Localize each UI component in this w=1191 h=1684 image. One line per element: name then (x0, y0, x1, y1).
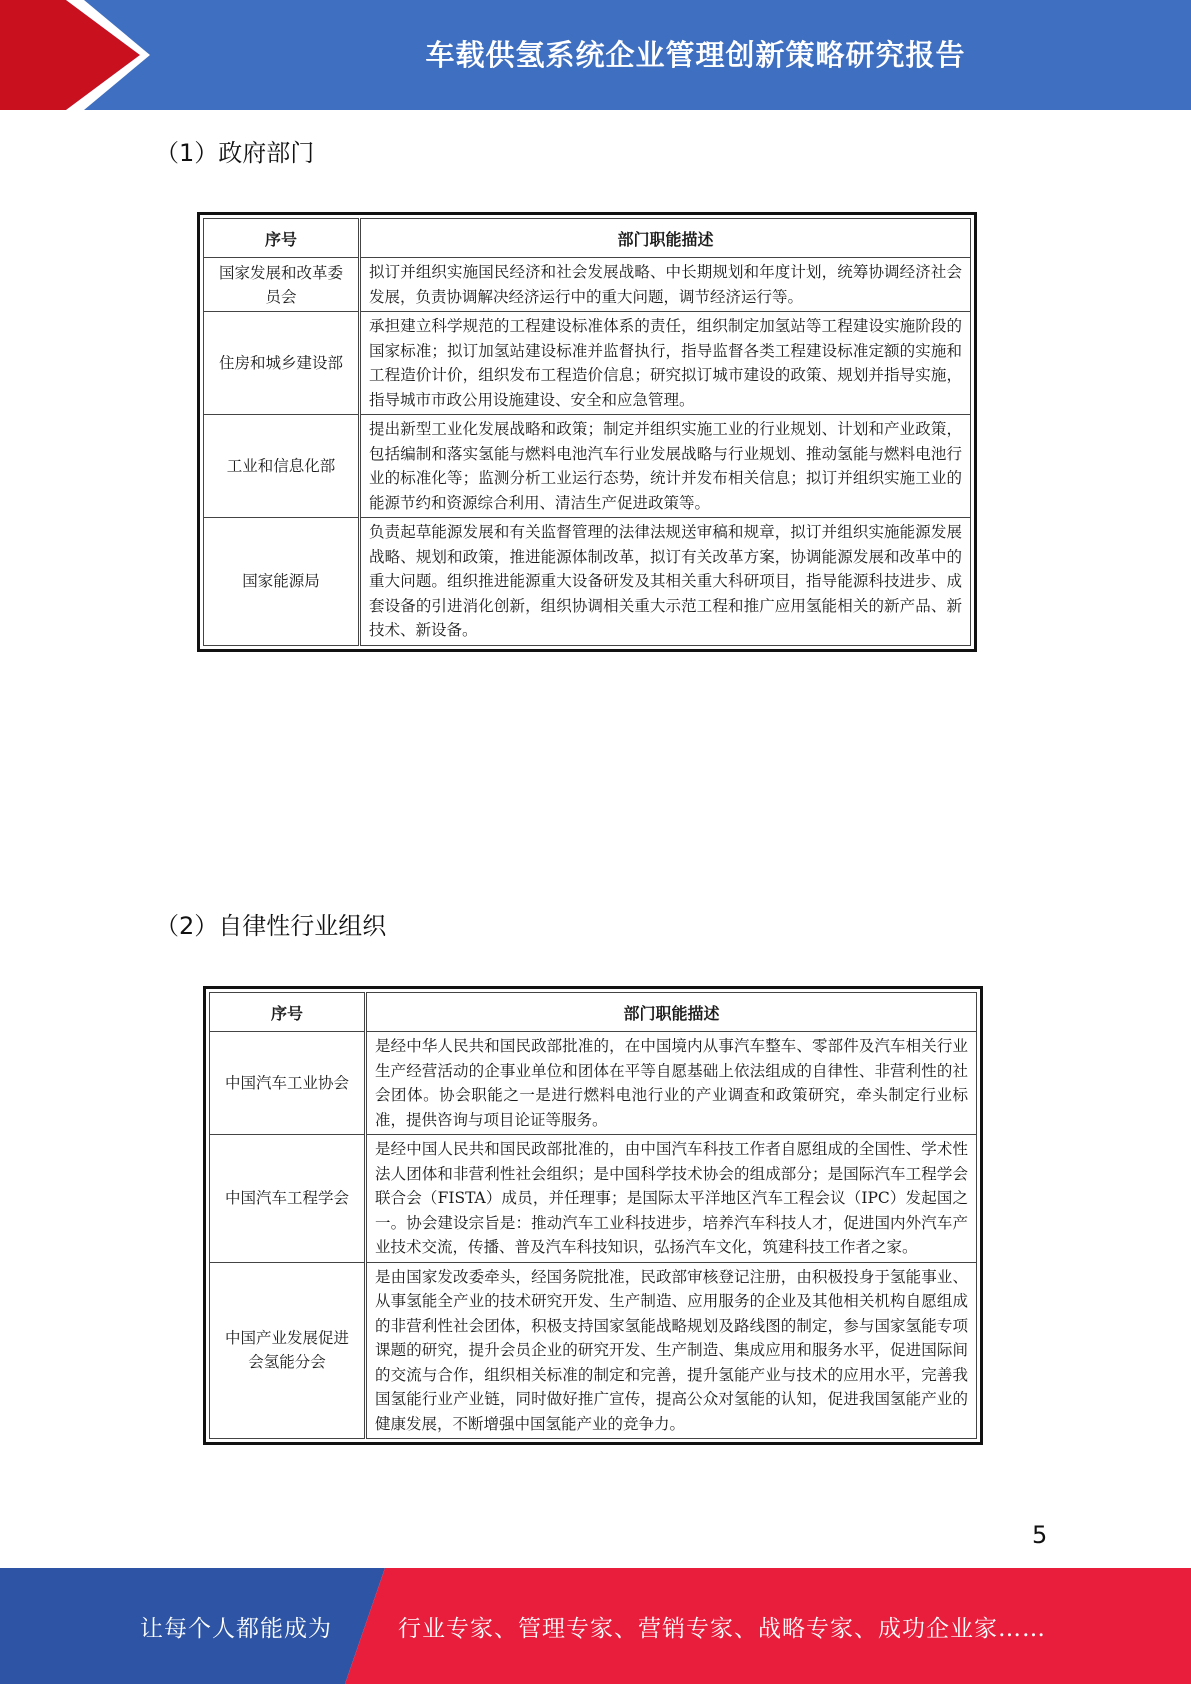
column-header-description: 部门职能描述 (366, 993, 977, 1032)
header-band (0, 0, 1191, 110)
footer-slogan-left: 让每个人都能成为 (140, 1616, 332, 1642)
row-org-name: 国家能源局 (204, 518, 360, 646)
row-org-description: 提出新型工业化发展战略和政策；制定并组织实施工业的行业规划、计划和产业政策，包括编制和落实氢能与燃料电池汽车行业发展战略与行业规划、推动氢能与燃料电池行业的标准化等；监测分析工业运行态势，统计并发布相关信息；拟订并组织实施工业的能源节约和资源综合利用、清洁生产促进政策等。 (360, 415, 971, 518)
table-row (204, 312, 971, 415)
row-org-description: 负责起草能源发展和有关监督管理的法律法规送审稿和规章，拟订并组织实施能源发展战略、规划和政策，推进能源体制改革，拟订有关改革方案，协调能源发展和改革中的重大问题。组织推进能源重大设备研发及其相关重大科研项目，指导能源科技进步、成套设备的引进消化创新，组织协调相关重大示范工程和推广应用氢能相关的新产品、新技术、新设备。 (360, 518, 971, 646)
footer-slogan-right: 行业专家、管理专家、营销专家、战略专家、成功企业家…… (398, 1616, 1046, 1642)
row-org-name: 中国产业发展促进会氢能分会 (210, 1262, 366, 1439)
column-header-index: 序号 (210, 993, 366, 1032)
row-org-name: 国家发展和改革委员会 (204, 258, 360, 312)
row-org-name: 中国汽车工业协会 (210, 1032, 366, 1135)
government-table (197, 212, 977, 652)
column-header-index: 序号 (204, 219, 360, 258)
row-org-description: 承担建立科学规范的工程建设标准体系的责任，组织制定加氢站等工程建设实施阶段的国家标准；拟订加氢站建设标准并监督执行，指导监督各类工程建设标准定额的实施和工程造价计价，组织发布工程造价信息；研究拟订城市建设的政策、规划并指导实施，指导城市市政公用设施建设、安全和应急管理。 (360, 312, 971, 415)
row-org-description: 是经中国人民共和国民政部批准的，由中国汽车科技工作者自愿组成的全国性、学术性法人团体和非营利性社会组织；是中国科学技术协会的组成部分；是国际汽车工程学会联合会（FISTA）成员，并任理事；是国际太平洋地区汽车工程会议（IPC）发起国之一。协会建设宗旨是：推动汽车工业科技进步，培养汽车科技人才，促进国内外汽车产业技术交流，传播、普及汽车科技知识，弘扬汽车文化，筑建科技工作者之家。 (366, 1135, 977, 1263)
page-number: 5 (1032, 1521, 1048, 1549)
table-row (210, 1262, 977, 1439)
table-header-row (210, 993, 977, 1032)
column-header-description: 部门职能描述 (360, 219, 971, 258)
section-heading-industry-orgs: （2）自律性行业组织 (155, 912, 387, 940)
row-org-name: 住房和城乡建设部 (204, 312, 360, 415)
row-org-name: 工业和信息化部 (204, 415, 360, 518)
industry-orgs-table-grid (209, 992, 977, 1439)
government-table-grid (203, 218, 971, 646)
industry-orgs-table (203, 986, 983, 1445)
table-row (204, 518, 971, 646)
section-heading-government: （1）政府部门 (155, 139, 315, 167)
row-org-name: 中国汽车工程学会 (210, 1135, 366, 1263)
table-row (210, 1135, 977, 1263)
table-row (204, 258, 971, 312)
row-org-description: 是经中华人民共和国民政部批准的，在中国境内从事汽车整车、零部件及汽车相关行业生产经营活动的企事业单位和团体在平等自愿基础上依法组成的自律性、非营利性的社会团体。协会职能之一是进行燃料电池行业的产业调查和政策研究，牵头制定行业标准，提供咨询与项目论证等服务。 (366, 1032, 977, 1135)
table-row (204, 415, 971, 518)
table-row (210, 1032, 977, 1135)
report-title: 车载供氢系统企业管理创新策略研究报告 (425, 38, 966, 72)
row-org-description: 拟订并组织实施国民经济和社会发展战略、中长期规划和年度计划，统筹协调经济社会发展，负责协调解决经济运行中的重大问题，调节经济运行等。 (360, 258, 971, 312)
table-header-row (204, 219, 971, 258)
footer-band (0, 1568, 1191, 1684)
header-chevron-decoration (0, 0, 150, 110)
row-org-description: 是由国家发改委牵头，经国务院批准，民政部审核登记注册，由积极投身于氢能事业、从事氢能全产业的技术研究开发、生产制造、应用服务的企业及其他相关机构自愿组成的非营利性社会团体，积极支持国家氢能战略规划及路线图的制定，参与国家氢能专项课题的研究，提升会员企业的研究开发、生产制造、集成应用和服务水平，促进国际间的交流与合作，组织相关标准的制定和完善，提升氢能产业与技术的应用水平，完善我国氢能行业产业链，同时做好推广宣传，提高公众对氢能的认知，促进我国氢能产业的健康发展，不断增强中国氢能产业的竞争力。 (366, 1262, 977, 1439)
